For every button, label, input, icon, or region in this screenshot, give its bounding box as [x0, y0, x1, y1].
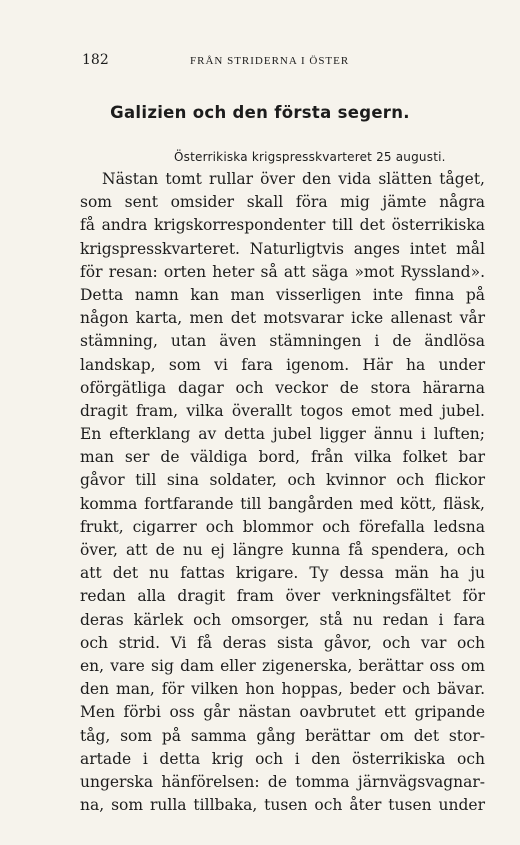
- text-line: ungerska hänförelsen: de tomma järnvägsvagnar-: [80, 772, 485, 791]
- text-line: krigspresskvarteret. Naturligtvis anges intet mål: [80, 239, 485, 258]
- dateline: Österrikiska krigspresskvarteret 25 augusti.: [174, 150, 446, 164]
- text-line: Men förbi oss går nästan oavbrutet ett gripande: [80, 703, 485, 722]
- body-text: [80, 168, 485, 817]
- text-line: för resan: orten heter så att säga »mot Ryssland».: [80, 262, 485, 281]
- text-line: landskap, som vi fara igenom. Här ha under: [80, 355, 485, 374]
- running-title: FRÅN STRIDERNA I ÖSTER: [190, 55, 350, 67]
- text-line: som sent omsider skall föra mig jämte några: [80, 193, 485, 212]
- chapter-title: Galizien och den första segern.: [110, 103, 410, 122]
- text-line: gåvor till sina soldater, och kvinnor och flickor: [80, 471, 485, 490]
- text-line: man ser de väldiga bord, från vilka folket bar: [80, 448, 485, 467]
- text-line: stämning, utan även stämningen i de ändlösa: [80, 332, 485, 351]
- text-line: en, vare sig dam eller zigenerska, berättar oss om: [80, 656, 485, 675]
- text-line: Detta namn kan man visserligen inte finna på: [80, 285, 485, 304]
- text-line: att det nu fattas krigare. Ty dessa män ha ju: [80, 564, 485, 583]
- text-line: få andra krigskorrespondenter till det österrikiska: [80, 216, 485, 235]
- text-line: artade i detta krig och i den österrikiska och: [80, 749, 485, 768]
- text-line: frukt, cigarrer och blommor och förefalla ledsna: [80, 517, 485, 536]
- text-line: Nästan tomt rullar över den vida slätten tåget,: [102, 170, 485, 188]
- text-line: deras kärlek och omsorger, stå nu redan i fara: [80, 610, 485, 629]
- text-line: redan alla dragit fram över verkningsfältet för: [80, 587, 485, 606]
- text-line: oförgätliga dagar och veckor de stora härarna: [80, 378, 485, 397]
- page-number: 182: [82, 52, 109, 68]
- text-line: och strid. Vi få deras sista gåvor, och var och: [80, 633, 485, 652]
- text-line: na, som rulla tillbaka, tusen och åter tusen under: [80, 796, 485, 815]
- text-line: dragit fram, vilka överallt togos emot med jubel.: [80, 401, 485, 420]
- text-line: någon karta, men det motsvarar icke allenast vår: [80, 309, 485, 328]
- text-line: En efterklang av detta jubel ligger ännu i luften;: [80, 425, 485, 444]
- text-line: tåg, som på samma gång berättar om det stor-: [80, 726, 485, 745]
- text-line: komma fortfarande till bangården med kött, fläsk,: [80, 494, 485, 513]
- text-line: över, att de nu ej längre kunna få spendera, och: [80, 541, 485, 559]
- text-line: den man, för vilken hon hoppas, beder och bävar.: [80, 680, 485, 699]
